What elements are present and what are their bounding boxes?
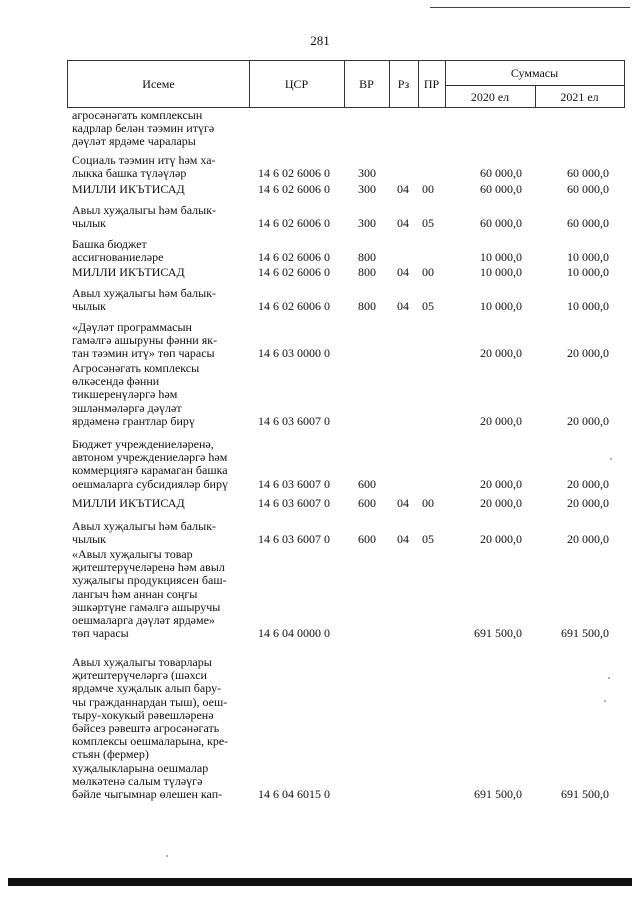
cell-csr: 14 6 03 6007 0 (258, 413, 330, 428)
bottom-scan-bar (8, 878, 632, 886)
cell-csr: 14 6 03 0000 0 (258, 346, 330, 361)
cell-name: Башка бюджет ассигнованиеләре (72, 237, 164, 265)
cell-year-2021: 10 000,0 (567, 299, 609, 314)
header-csr: ЦСР (284, 77, 309, 91)
cell-vr: 800 (358, 264, 376, 279)
cell-csr: 14 6 02 6006 0 (258, 166, 330, 181)
table-row (72, 109, 617, 149)
cell-year-2021: 691 500,0 (561, 786, 609, 801)
cell-csr: 14 6 04 6015 0 (258, 786, 330, 801)
header-sums: Суммасы (510, 66, 559, 80)
cell-vr: 300 (358, 216, 376, 231)
table-row (72, 362, 617, 428)
cell-year-2021: 60 000,0 (567, 216, 609, 231)
cell-year-2020: 20 000,0 (480, 413, 522, 428)
cell-pr: 05 (422, 216, 434, 231)
cell-name: Бюджет учреждениеләренә, автоном учреждениеләргә һәм коммерциягә карамаган башка оешмаларга субсидияләр бирү (72, 437, 228, 491)
cell-name: «Дәүләт программасын гамәлгә ашыруны фәнни як- тан тәэмин итү» төп чарасы (72, 320, 218, 361)
cell-name: Авыл хуҗалыгы һәм балык- чылык (72, 203, 217, 231)
cell-year-2021: 691 500,0 (561, 626, 609, 641)
cell-name: «Авыл хуҗалыгы товар җитештерүчеләренә һәм авыл хуҗалыгы продукциясен баш- лангыч һәм аннан соңгы эшкәртүне гамәлгә ашыручы оешмаларга дәүләт ярдәме» төп чарасы (72, 547, 227, 641)
cell-csr: 14 6 04 0000 0 (258, 626, 330, 641)
cell-year-2021: 20 000,0 (567, 495, 609, 510)
cell-name: Авыл хуҗалыгы һәм балык- чылык (72, 519, 217, 547)
table-header (67, 60, 625, 108)
cell-name: Авыл хуҗалыгы һәм балык- чылык (72, 286, 217, 314)
scan-speck (610, 458, 612, 460)
cell-rz: 04 (397, 532, 409, 547)
cell-pr: 05 (422, 532, 434, 547)
scan-speck (166, 855, 168, 857)
cell-year-2021: 60 000,0 (567, 181, 609, 196)
cell-year-2021: 20 000,0 (567, 476, 609, 491)
header-vr: ВР (359, 77, 374, 91)
cell-rz: 04 (397, 181, 409, 196)
header-name: Исеме (142, 77, 175, 91)
cell-year-2020: 60 000,0 (480, 216, 522, 231)
table-row (72, 438, 617, 491)
cell-vr: 300 (358, 181, 376, 196)
cell-csr: 14 6 02 6006 0 (258, 299, 330, 314)
cell-year-2020: 10 000,0 (480, 264, 522, 279)
cell-csr: 14 6 03 6007 0 (258, 532, 330, 547)
cell-name: МИЛЛИ ИКЪТИСАД (72, 182, 185, 196)
table-row (72, 287, 617, 313)
cell-csr: 14 6 03 6007 0 (258, 476, 330, 491)
cell-year-2020: 20 000,0 (480, 346, 522, 361)
header-pr: ПР (423, 77, 440, 91)
cell-year-2021: 10 000,0 (567, 264, 609, 279)
cell-year-2020: 20 000,0 (480, 476, 522, 491)
header-2020: 2020 ел (470, 90, 510, 104)
cell-name: Социаль тәэмин итү һәм ха- лыкка башка түләүләр (72, 153, 216, 181)
table-row (72, 321, 617, 361)
table-row (72, 548, 617, 640)
table-row (72, 204, 617, 230)
cell-year-2021: 20 000,0 (567, 346, 609, 361)
cell-year-2021: 60 000,0 (567, 166, 609, 181)
top-rule (430, 7, 630, 8)
cell-year-2021: 10 000,0 (567, 250, 609, 265)
cell-year-2020: 10 000,0 (480, 250, 522, 265)
cell-name: Авыл хуҗалыгы товарлары җитештерүчеләргә (шәхси ярдәмче хуҗалык алып бару- чы гражданнардан тыш), оеш- тыру-хокукый рәвешләренә бәйсез рәвештә агросәнәгать комплексы оешмаларына, кре- стьян (фермер) хуҗалыкларына оешмалар мөлкәтенә салым түләүгә бәйле чыгымнар өлешен кап- (72, 655, 229, 802)
cell-vr: 800 (358, 250, 376, 265)
cell-year-2020: 10 000,0 (480, 299, 522, 314)
scan-speck (604, 700, 606, 702)
cell-year-2021: 20 000,0 (567, 413, 609, 428)
header-rz: Рз (397, 77, 410, 91)
cell-year-2021: 20 000,0 (567, 532, 609, 547)
cell-year-2020: 60 000,0 (480, 166, 522, 181)
cell-vr: 600 (358, 476, 376, 491)
cell-pr: 05 (422, 299, 434, 314)
cell-name: МИЛЛИ ИКЪТИСАД (72, 265, 185, 279)
cell-vr: 600 (358, 495, 376, 510)
cell-rz: 04 (397, 264, 409, 279)
cell-pr: 00 (422, 495, 434, 510)
header-divider (445, 85, 624, 86)
cell-vr: 600 (358, 532, 376, 547)
cell-year-2020: 60 000,0 (480, 181, 522, 196)
cell-pr: 00 (422, 181, 434, 196)
cell-vr: 800 (358, 299, 376, 314)
cell-pr: 00 (422, 264, 434, 279)
table-row (72, 497, 617, 510)
table-row (72, 238, 617, 264)
cell-vr: 300 (358, 166, 376, 181)
cell-rz: 04 (397, 495, 409, 510)
cell-csr: 14 6 02 6006 0 (258, 250, 330, 265)
table-row (72, 520, 617, 546)
page-number: 281 (310, 33, 330, 48)
cell-rz: 04 (397, 216, 409, 231)
cell-year-2020: 691 500,0 (474, 786, 522, 801)
cell-csr: 14 6 03 6007 0 (258, 495, 330, 510)
cell-rz: 04 (397, 299, 409, 314)
cell-name: МИЛЛИ ИКЪТИСАД (72, 496, 185, 510)
cell-year-2020: 20 000,0 (480, 495, 522, 510)
table-row (72, 154, 617, 180)
table-row (72, 656, 617, 801)
table-row (72, 183, 617, 196)
cell-csr: 14 6 02 6006 0 (258, 264, 330, 279)
cell-year-2020: 20 000,0 (480, 532, 522, 547)
cell-name: агросәнәгать комплексын кадрлар белән тәэмин итүгә дәүләт ярдәме чаралары (72, 108, 215, 149)
cell-csr: 14 6 02 6006 0 (258, 181, 330, 196)
cell-csr: 14 6 02 6006 0 (258, 216, 330, 231)
cell-name: Агросәнәгать комплексы өлкәсендә фәнни тикшеренүләргә һәм эшләнмәләргә дәүләт ярдәменә грантлар бирү (72, 361, 200, 428)
scan-speck (608, 677, 610, 679)
table-row (72, 266, 617, 279)
header-2021: 2021 ел (560, 90, 599, 104)
cell-year-2020: 691 500,0 (474, 626, 522, 641)
